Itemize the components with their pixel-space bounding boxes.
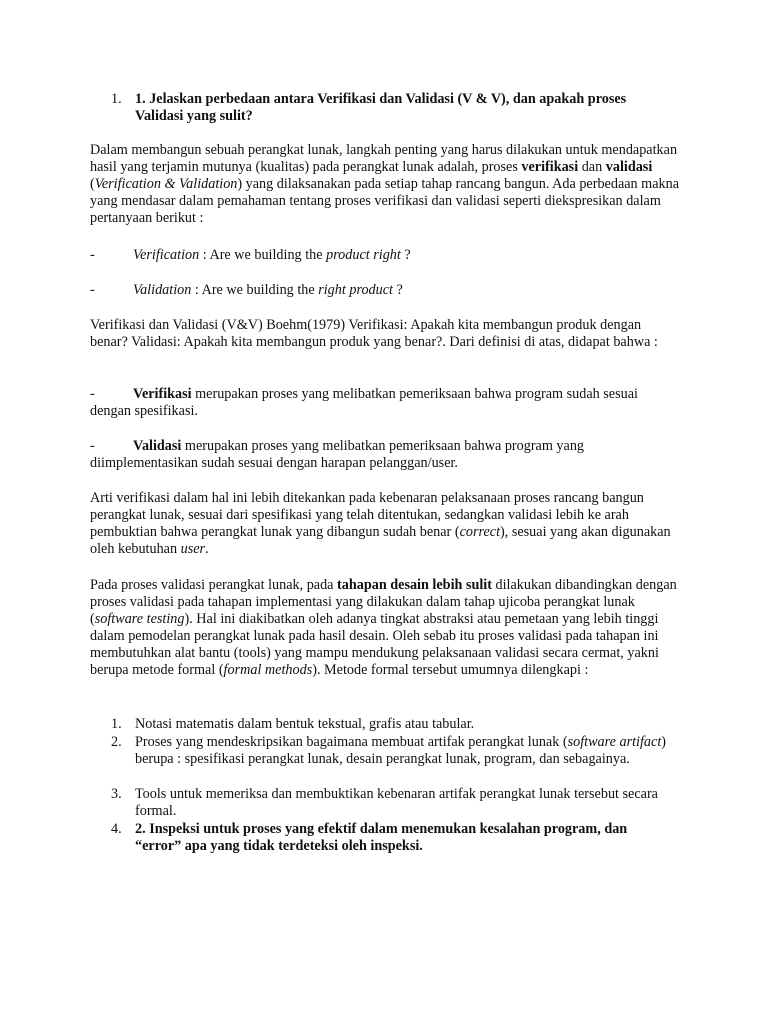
- list-number: 1.: [111, 91, 122, 107]
- definition-text: merupakan proses yang melibatkan pemeriksaan bahwa program sudah sesuai dengan spesifikasi.: [90, 386, 638, 419]
- bullet-dash: -: [90, 386, 95, 402]
- bullet-dash: -: [90, 438, 95, 454]
- validasi-definition: [90, 438, 680, 472]
- bullet-dash: -: [90, 282, 95, 298]
- bullet-italic: right product: [318, 282, 393, 298]
- bullet-text: : Are we building the: [191, 282, 319, 298]
- verification-bullet: [133, 247, 678, 264]
- paragraph-text: ), sesuai yang akan digunakan oleh kebutuhan: [90, 524, 671, 557]
- question-heading: [135, 91, 670, 125]
- bullet-text: ?: [392, 282, 403, 298]
- intro-text: (: [90, 176, 95, 192]
- intro-text: ) yang dilaksanakan pada setiap tahap rancang bangun. Ada perbedaan makna yang mendasar dalam pemahaman tentang proses verifikasi dan validasi seperti diekspresikan dalam pertanyaan berikut :: [90, 176, 679, 226]
- paragraph-text: Pada proses validasi perangkat lunak, pada: [90, 577, 338, 593]
- paragraph-bold: tahapan desain lebih sulit: [337, 577, 492, 593]
- paragraph-italic: correct: [459, 524, 501, 540]
- list-number: 4.: [111, 821, 122, 837]
- list-item-italic: software artifact: [567, 734, 662, 750]
- list-item: [135, 821, 670, 855]
- paragraph-italic: software testing: [94, 611, 185, 627]
- paragraph-text: dilakukan dibandingkan dengan proses validasi pada tahapan implementasi yang dilakukan dalam tahap ujicoba perangkat lunak (: [90, 577, 677, 627]
- intro-bold-verifikasi: verifikasi: [521, 159, 579, 175]
- intro-text: Dalam membangun sebuah perangkat lunak, langkah penting yang harus dilakukan untuk mendapatkan hasil yang terjamin mutunya (kualitas) pada perangkat lunak adalah, proses: [90, 142, 678, 175]
- arti-paragraph: [90, 490, 680, 558]
- question-heading-text: 1. Jelaskan perbedaan antara Verifikasi dan Validasi (V & V), dan apakah proses Validasi yang sulit?: [135, 91, 627, 124]
- verifikasi-definition: [90, 386, 680, 420]
- intro-bold-validasi: validasi: [605, 159, 653, 175]
- verifikasi-term: Verifikasi: [133, 386, 192, 402]
- question-2-heading: 2. Inspeksi untuk proses yang efektif dalam menemukan kesalahan program, dan “error” apa yang tidak terdeteksi oleh inspeksi.: [135, 821, 628, 854]
- bullet-dash: -: [90, 247, 95, 263]
- paragraph-text: Arti verifikasi dalam hal ini lebih ditekankan pada kebenaran pelaksanaan proses rancang bangun perangkat lunak, sesuai dari spesifikasi yang telah ditentukan, sedangkan validasi lebih ke arah pembuktian bahwa perangkat lunak yang dibangun sudah benar (: [90, 490, 644, 540]
- list-item-text: Proses yang mendeskripsikan bagaimana membuat artifak perangkat lunak (: [135, 734, 568, 750]
- intro-text: dan: [578, 159, 606, 175]
- list-item: Tools untuk memeriksa dan membuktikan kebenaran artifak perangkat lunak tersebut secara formal.: [135, 786, 658, 819]
- validasi-term: Validasi: [133, 438, 182, 454]
- list-item: Notasi matematis dalam bentuk tekstual, grafis atau tabular.: [135, 716, 475, 732]
- paragraph-text: ). Metode formal tersebut umumnya dilengkapi :: [312, 662, 589, 678]
- definition-text: merupakan proses yang melibatkan pemeriksaan bahwa program yang diimplementasikan sudah sesuai dengan harapan pelanggan/user.: [90, 438, 585, 471]
- proses-paragraph: [90, 577, 680, 679]
- boehm-paragraph: Verifikasi dan Validasi (V&V) Boehm(1979) Verifikasi: Apakah kita membangun produk dengan benar? Validasi: Apakah kita membangun produk yang benar?. Dari definisi di atas, didapat bahwa :: [90, 317, 658, 350]
- list-item-text: ) berupa : spesifikasi perangkat lunak, desain perangkat lunak, program, dan sebagainya.: [135, 734, 666, 767]
- list-number: 2.: [111, 734, 122, 750]
- verification-term: Verification: [133, 247, 200, 263]
- paragraph-text: ). Hal ini diakibatkan oleh adanya tingkat abstraksi atau pemetaan yang lebih tinggi dalam pemodelan perangkat lunak pada hasil desain. Oleh sebab itu proses validasi pada tahapan ini membutuhkan alat bantu (tools) yang mampu mendukung pelaksanaan validasi secara cermat, yakni berupa metode formal (: [90, 611, 659, 678]
- paragraph-italic: formal methods: [223, 662, 313, 678]
- validation-term: Validation: [133, 282, 192, 298]
- intro-paragraph: [90, 142, 680, 227]
- bullet-italic: product right: [326, 247, 401, 263]
- list-item: [135, 734, 670, 768]
- validation-bullet: [133, 282, 678, 299]
- paragraph-italic: user: [180, 541, 206, 557]
- list-number: 1.: [111, 716, 122, 732]
- intro-italic: Verification & Validation: [94, 176, 238, 192]
- bullet-text: : Are we building the: [199, 247, 327, 263]
- paragraph-text: .: [205, 541, 209, 557]
- bullet-text: ?: [400, 247, 411, 263]
- list-number: 3.: [111, 786, 122, 802]
